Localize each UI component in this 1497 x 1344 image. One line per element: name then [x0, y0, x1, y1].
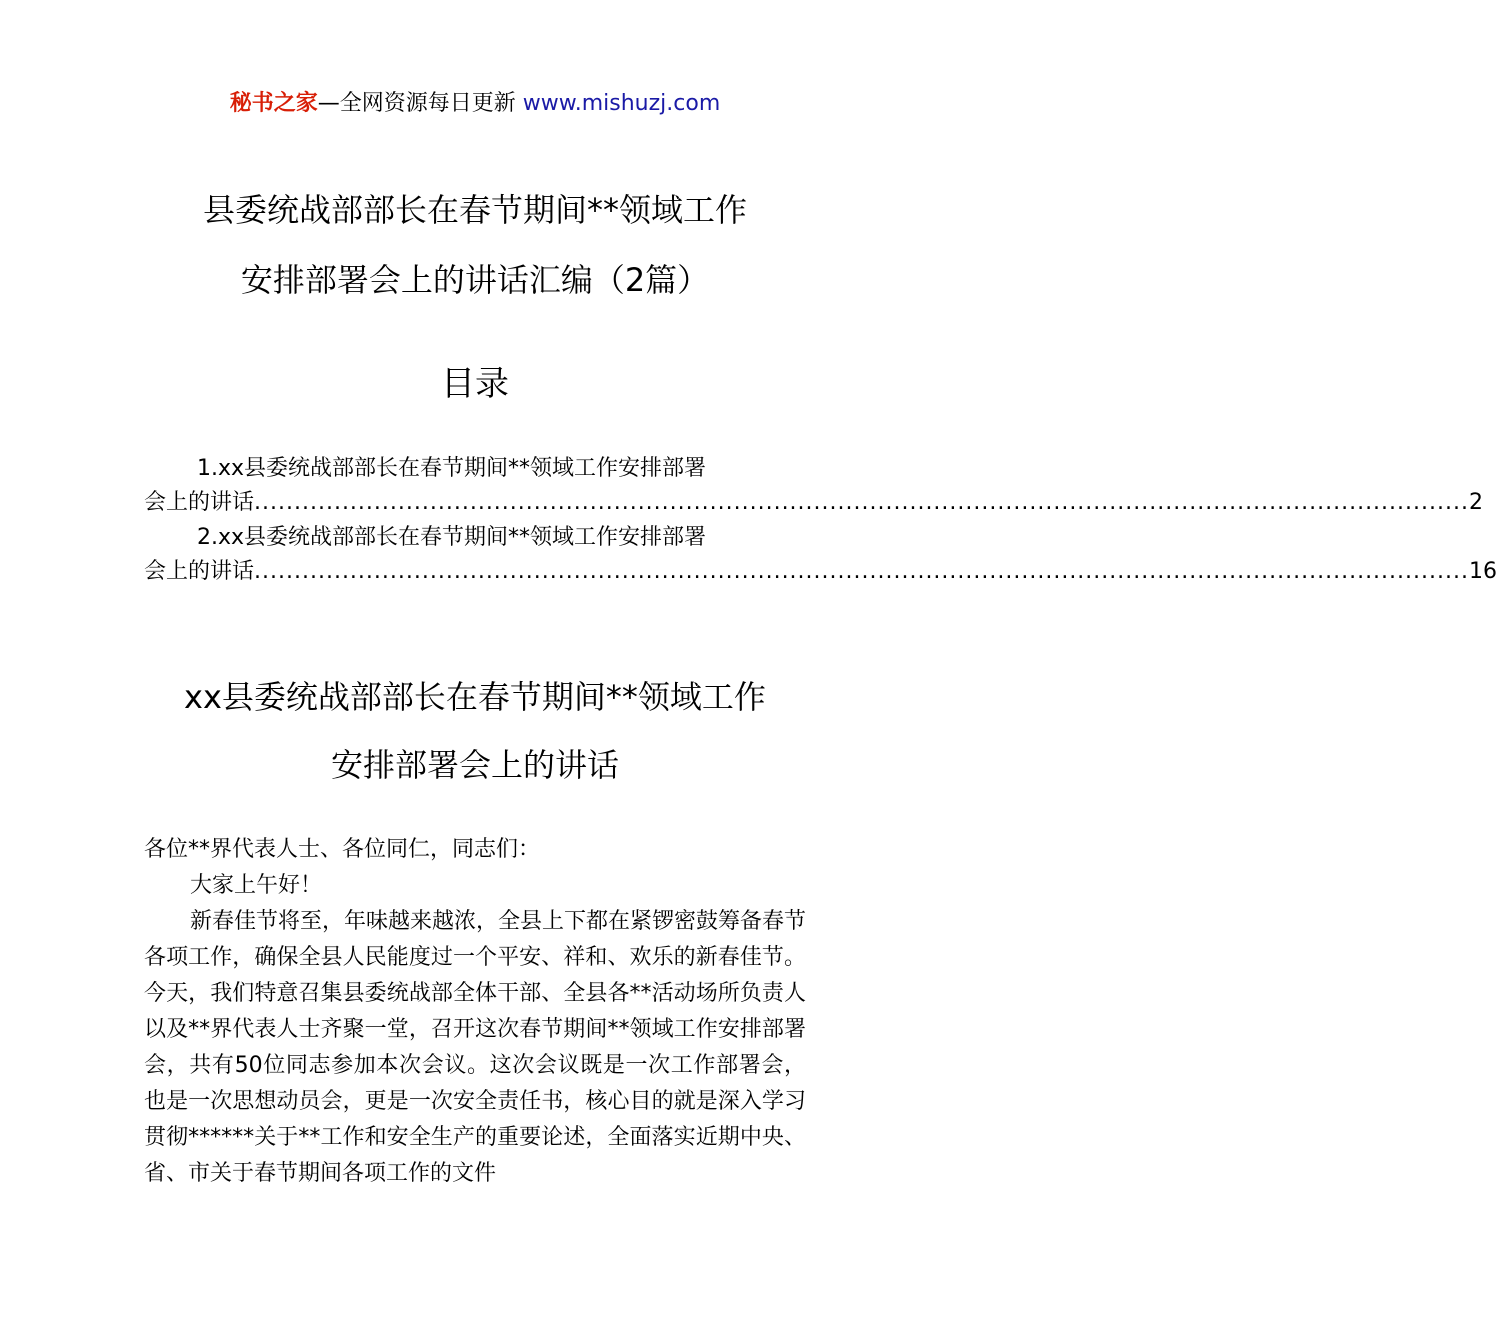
- toc-entry-1[interactable]: [144, 452, 1483, 520]
- toc-leader-dots: ........................................................................................................................................................: [254, 490, 1469, 515]
- toc-entry-title-cont: 会上的讲话: [144, 490, 255, 515]
- site-brand: 秘书之家: [229, 91, 318, 116]
- article-title-line-1: xx县委统战部部长在春节期间**领域工作: [184, 678, 766, 716]
- article-salutation: 各位**界代表人士、各位同仁，同志们：: [144, 837, 541, 862]
- document-title-line-1: 县委统战部部长在春节期间**领域工作: [202, 191, 747, 229]
- toc-entry-title: 2.xx县委统战部部长在春节期间**领域工作安排部署: [197, 525, 707, 550]
- toc-entry-title-cont: 会上的讲话: [144, 559, 255, 584]
- site-header: [0, 88, 950, 120]
- article-body: [144, 832, 806, 1192]
- site-url-link[interactable]: www.mishuzj.com: [522, 91, 721, 116]
- article-paragraph: 新春佳节将至，年味越来越浓，全县上下都在紧锣密鼓筹备春节各项工作，确保全县人民能度过一个平安、祥和、欢乐的新春佳节。今天，我们特意召集县委统战部全体干部、全县各**活动场所负责人以及**界代表人士齐聚一堂，召开这次春节期间**领域工作安排部署会，共有50位同志参加本次会议。这次会议既是一次工作部署会，也是一次思想动员会，更是一次安全责任书，核心目的就是深入学习贯彻******关于**工作和安全生产的重要论述，全面落实近期中央、省、市关于春节期间各项工作的文件: [144, 909, 807, 1186]
- toc-entry-title: 1.xx县委统战部部长在春节期间**领域工作安排部署: [197, 456, 707, 481]
- toc-entry-2[interactable]: [144, 521, 1497, 589]
- article-greeting: 大家上午好！: [190, 873, 323, 898]
- article-title-line-2: 安排部署会上的讲话: [330, 746, 619, 784]
- toc-entry-page: 16: [1468, 559, 1497, 584]
- toc-heading: 目录: [441, 364, 509, 404]
- toc-leader-dots: ........................................................................................................................................................: [254, 559, 1469, 584]
- site-slogan: —全网资源每日更新: [317, 91, 523, 116]
- document-title-line-2: 安排部署会上的讲话汇编（2篇）: [240, 261, 710, 299]
- toc-entry-page: 2: [1468, 490, 1483, 515]
